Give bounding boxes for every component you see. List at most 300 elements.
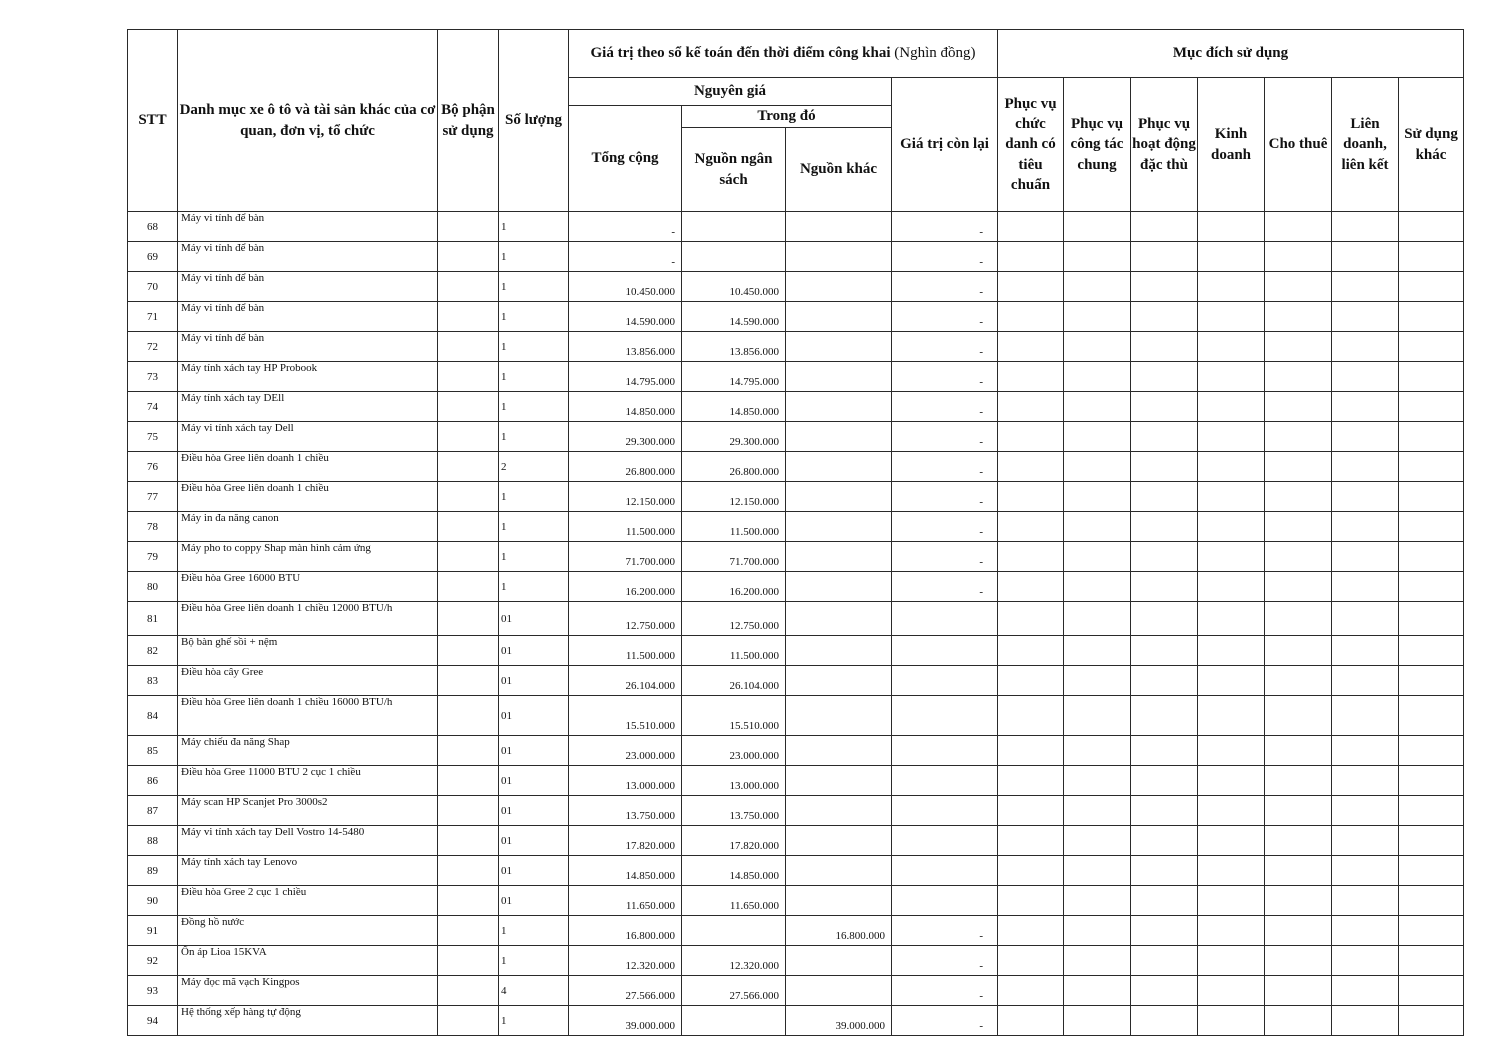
row-purpose-cell bbox=[1399, 736, 1464, 766]
row-purpose-cell bbox=[1265, 796, 1332, 826]
row-purpose-cell bbox=[1332, 796, 1399, 826]
row-purpose-cell bbox=[1265, 542, 1332, 572]
row-purpose-cell bbox=[1198, 916, 1265, 946]
row-other-source bbox=[786, 946, 892, 976]
row-purpose-cell bbox=[1064, 766, 1131, 796]
row-department bbox=[438, 976, 499, 1006]
row-purpose-cell bbox=[1332, 636, 1399, 666]
row-total: 39.000.000 bbox=[569, 1006, 682, 1036]
row-remaining-value: - bbox=[892, 512, 998, 542]
row-budget-source: 14.850.000 bbox=[682, 392, 786, 422]
row-purpose-cell bbox=[1064, 1006, 1131, 1036]
row-remaining-value bbox=[892, 796, 998, 826]
row-purpose-cell bbox=[1198, 212, 1265, 242]
row-budget-source: 11.500.000 bbox=[682, 512, 786, 542]
row-purpose-cell bbox=[1332, 826, 1399, 856]
row-budget-source: 12.750.000 bbox=[682, 602, 786, 636]
table-row bbox=[128, 796, 1464, 826]
header-purpose-special: Phục vụ hoạt động đặc thù bbox=[1131, 78, 1198, 212]
row-remaining-value: - bbox=[892, 332, 998, 362]
row-quantity: 1 bbox=[499, 212, 569, 242]
row-purpose-cell bbox=[1332, 976, 1399, 1006]
row-purpose-cell bbox=[1399, 482, 1464, 512]
table-row bbox=[128, 272, 1464, 302]
row-purpose-cell bbox=[1332, 272, 1399, 302]
row-budget-source: 14.590.000 bbox=[682, 302, 786, 332]
row-purpose-cell bbox=[998, 946, 1064, 976]
row-department bbox=[438, 766, 499, 796]
row-purpose-cell bbox=[1332, 212, 1399, 242]
row-remaining-value bbox=[892, 766, 998, 796]
row-department bbox=[438, 736, 499, 766]
row-purpose-cell bbox=[1064, 452, 1131, 482]
header-total: Tổng cộng bbox=[569, 106, 682, 212]
row-total: 16.800.000 bbox=[569, 916, 682, 946]
row-purpose-cell bbox=[1198, 1006, 1265, 1036]
header-remaining-value: Giá trị còn lại bbox=[892, 78, 998, 212]
row-stt: 82 bbox=[128, 636, 178, 666]
row-purpose-cell bbox=[1131, 946, 1198, 976]
row-quantity: 1 bbox=[499, 1006, 569, 1036]
row-department bbox=[438, 542, 499, 572]
row-purpose-cell bbox=[1064, 422, 1131, 452]
row-purpose-cell bbox=[998, 976, 1064, 1006]
row-remaining-value bbox=[892, 636, 998, 666]
row-purpose-cell bbox=[1265, 856, 1332, 886]
row-purpose-cell bbox=[998, 856, 1064, 886]
row-total: 13.750.000 bbox=[569, 796, 682, 826]
row-purpose-cell bbox=[1198, 602, 1265, 636]
row-purpose-cell bbox=[1399, 666, 1464, 696]
row-remaining-value bbox=[892, 696, 998, 736]
row-stt: 89 bbox=[128, 856, 178, 886]
header-purpose: Mục đích sử dụng bbox=[998, 30, 1464, 78]
row-asset-name: Máy vi tính để bàn bbox=[178, 272, 438, 302]
row-purpose-cell bbox=[1399, 796, 1464, 826]
row-purpose-cell bbox=[998, 636, 1064, 666]
row-purpose-cell bbox=[1131, 636, 1198, 666]
row-purpose-cell bbox=[1131, 272, 1198, 302]
row-purpose-cell bbox=[1399, 976, 1464, 1006]
row-purpose-cell bbox=[1332, 332, 1399, 362]
row-other-source bbox=[786, 766, 892, 796]
row-department bbox=[438, 302, 499, 332]
row-quantity: 01 bbox=[499, 886, 569, 916]
row-asset-name: Máy scan HP Scanjet Pro 3000s2 bbox=[178, 796, 438, 826]
row-total: 29.300.000 bbox=[569, 422, 682, 452]
row-purpose-cell bbox=[1399, 542, 1464, 572]
row-purpose-cell bbox=[1265, 452, 1332, 482]
row-remaining-value: - bbox=[892, 482, 998, 512]
row-department bbox=[438, 422, 499, 452]
header-quantity: Số lượng bbox=[499, 30, 569, 212]
row-total: 14.795.000 bbox=[569, 362, 682, 392]
row-budget-source: 13.000.000 bbox=[682, 766, 786, 796]
row-remaining-value: - bbox=[892, 976, 998, 1006]
table-row bbox=[128, 602, 1464, 636]
row-total: 27.566.000 bbox=[569, 976, 682, 1006]
row-remaining-value bbox=[892, 856, 998, 886]
row-stt: 75 bbox=[128, 422, 178, 452]
row-purpose-cell bbox=[1064, 272, 1131, 302]
row-other-source bbox=[786, 242, 892, 272]
row-purpose-cell bbox=[998, 332, 1064, 362]
row-stt: 86 bbox=[128, 766, 178, 796]
row-purpose-cell bbox=[1131, 482, 1198, 512]
row-quantity: 2 bbox=[499, 452, 569, 482]
row-quantity: 1 bbox=[499, 392, 569, 422]
table-row bbox=[128, 512, 1464, 542]
table-row bbox=[128, 666, 1464, 696]
row-purpose-cell bbox=[1131, 766, 1198, 796]
row-asset-name: Bộ bàn ghế sồi + nệm bbox=[178, 636, 438, 666]
header-book-value-main: Giá trị theo sổ kế toán đến thời điểm công khai bbox=[590, 45, 891, 62]
row-purpose-cell bbox=[1198, 422, 1265, 452]
row-total: 11.500.000 bbox=[569, 512, 682, 542]
row-purpose-cell bbox=[1399, 856, 1464, 886]
row-stt: 92 bbox=[128, 946, 178, 976]
row-asset-name: Máy in đa năng canon bbox=[178, 512, 438, 542]
header-purpose-other: Sử dụng khác bbox=[1399, 78, 1464, 212]
row-purpose-cell bbox=[1198, 766, 1265, 796]
table-row bbox=[128, 542, 1464, 572]
row-purpose-cell bbox=[1265, 482, 1332, 512]
row-purpose-cell bbox=[1064, 212, 1131, 242]
row-purpose-cell bbox=[1399, 766, 1464, 796]
row-quantity: 1 bbox=[499, 242, 569, 272]
row-purpose-cell bbox=[1265, 362, 1332, 392]
row-other-source bbox=[786, 482, 892, 512]
row-purpose-cell bbox=[1064, 332, 1131, 362]
row-purpose-cell bbox=[998, 482, 1064, 512]
row-purpose-cell bbox=[1332, 856, 1399, 886]
row-purpose-cell bbox=[1198, 542, 1265, 572]
row-purpose-cell bbox=[1064, 512, 1131, 542]
row-other-source bbox=[786, 422, 892, 452]
row-purpose-cell bbox=[1198, 976, 1265, 1006]
row-purpose-cell bbox=[998, 886, 1064, 916]
row-purpose-cell bbox=[1064, 242, 1131, 272]
row-purpose-cell bbox=[1399, 1006, 1464, 1036]
row-stt: 73 bbox=[128, 362, 178, 392]
row-purpose-cell bbox=[1064, 602, 1131, 636]
row-purpose-cell bbox=[1131, 886, 1198, 916]
row-purpose-cell bbox=[1131, 422, 1198, 452]
row-purpose-cell bbox=[1399, 602, 1464, 636]
table-row bbox=[128, 976, 1464, 1006]
row-purpose-cell bbox=[1064, 542, 1131, 572]
row-asset-name: Máy tính xách tay DEll bbox=[178, 392, 438, 422]
row-stt: 81 bbox=[128, 602, 178, 636]
row-asset-name: Điều hòa Gree 16000 BTU bbox=[178, 572, 438, 602]
row-purpose-cell bbox=[1131, 736, 1198, 766]
row-purpose-cell bbox=[1399, 512, 1464, 542]
row-purpose-cell bbox=[1064, 696, 1131, 736]
row-stt: 79 bbox=[128, 542, 178, 572]
row-budget-source: 10.450.000 bbox=[682, 272, 786, 302]
row-budget-source bbox=[682, 916, 786, 946]
row-quantity: 01 bbox=[499, 736, 569, 766]
table-header bbox=[128, 30, 1464, 212]
row-purpose-cell bbox=[1131, 242, 1198, 272]
row-purpose-cell bbox=[1332, 666, 1399, 696]
row-purpose-cell bbox=[998, 362, 1064, 392]
row-purpose-cell bbox=[1131, 362, 1198, 392]
row-budget-source: 17.820.000 bbox=[682, 826, 786, 856]
row-asset-name: Điều hòa cây Gree bbox=[178, 666, 438, 696]
row-asset-name: Ổn áp Lioa 15KVA bbox=[178, 946, 438, 976]
row-purpose-cell bbox=[1399, 696, 1464, 736]
row-purpose-cell bbox=[1198, 302, 1265, 332]
row-budget-source: 26.800.000 bbox=[682, 452, 786, 482]
row-other-source bbox=[786, 362, 892, 392]
row-asset-name: Máy vi tính để bàn bbox=[178, 332, 438, 362]
row-purpose-cell bbox=[998, 666, 1064, 696]
row-purpose-cell bbox=[1131, 212, 1198, 242]
row-remaining-value bbox=[892, 826, 998, 856]
row-purpose-cell bbox=[1399, 946, 1464, 976]
row-purpose-cell bbox=[998, 572, 1064, 602]
row-purpose-cell bbox=[1332, 242, 1399, 272]
row-total: 17.820.000 bbox=[569, 826, 682, 856]
row-department bbox=[438, 696, 499, 736]
row-purpose-cell bbox=[1131, 856, 1198, 886]
row-purpose-cell bbox=[1265, 766, 1332, 796]
table-row bbox=[128, 212, 1464, 242]
row-other-source: 39.000.000 bbox=[786, 1006, 892, 1036]
header-stt: STT bbox=[128, 30, 178, 212]
table-row bbox=[128, 736, 1464, 766]
row-purpose-cell bbox=[1265, 392, 1332, 422]
row-purpose-cell bbox=[1332, 422, 1399, 452]
row-purpose-cell bbox=[1399, 826, 1464, 856]
row-budget-source bbox=[682, 212, 786, 242]
row-purpose-cell bbox=[1064, 636, 1131, 666]
row-stt: 94 bbox=[128, 1006, 178, 1036]
row-purpose-cell bbox=[998, 696, 1064, 736]
row-purpose-cell bbox=[998, 242, 1064, 272]
row-purpose-cell bbox=[1064, 826, 1131, 856]
row-purpose-cell bbox=[1131, 572, 1198, 602]
row-purpose-cell bbox=[1265, 572, 1332, 602]
table-row bbox=[128, 1006, 1464, 1036]
table-row bbox=[128, 572, 1464, 602]
row-total: 11.650.000 bbox=[569, 886, 682, 916]
row-total: 12.320.000 bbox=[569, 946, 682, 976]
row-total: 14.850.000 bbox=[569, 856, 682, 886]
row-purpose-cell bbox=[998, 1006, 1064, 1036]
row-purpose-cell bbox=[1399, 452, 1464, 482]
row-budget-source: 26.104.000 bbox=[682, 666, 786, 696]
row-purpose-cell bbox=[998, 826, 1064, 856]
table-row bbox=[128, 302, 1464, 332]
row-remaining-value: - bbox=[892, 392, 998, 422]
row-department bbox=[438, 362, 499, 392]
row-asset-name: Máy vi tính để bàn bbox=[178, 302, 438, 332]
row-other-source bbox=[786, 542, 892, 572]
row-purpose-cell bbox=[1265, 666, 1332, 696]
row-stt: 84 bbox=[128, 696, 178, 736]
table-row bbox=[128, 482, 1464, 512]
row-remaining-value bbox=[892, 736, 998, 766]
row-purpose-cell bbox=[1332, 542, 1399, 572]
row-other-source bbox=[786, 602, 892, 636]
row-stt: 93 bbox=[128, 976, 178, 1006]
row-purpose-cell bbox=[1332, 302, 1399, 332]
row-total: 23.000.000 bbox=[569, 736, 682, 766]
row-remaining-value: - bbox=[892, 212, 998, 242]
row-asset-name: Điều hòa Gree liên doanh 1 chiều 12000 BTU/h bbox=[178, 602, 438, 636]
row-purpose-cell bbox=[1265, 242, 1332, 272]
row-other-source bbox=[786, 392, 892, 422]
row-purpose-cell bbox=[1265, 602, 1332, 636]
row-total: - bbox=[569, 242, 682, 272]
row-other-source bbox=[786, 272, 892, 302]
row-purpose-cell bbox=[1064, 392, 1131, 422]
row-purpose-cell bbox=[1332, 482, 1399, 512]
row-purpose-cell bbox=[1131, 542, 1198, 572]
table-row bbox=[128, 452, 1464, 482]
row-purpose-cell bbox=[1399, 242, 1464, 272]
row-budget-source: 11.650.000 bbox=[682, 886, 786, 916]
row-purpose-cell bbox=[1198, 512, 1265, 542]
row-purpose-cell bbox=[1399, 392, 1464, 422]
row-remaining-value bbox=[892, 602, 998, 636]
row-asset-name: Hệ thống xếp hàng tự động bbox=[178, 1006, 438, 1036]
row-purpose-cell bbox=[1332, 602, 1399, 636]
row-department bbox=[438, 856, 499, 886]
row-budget-source: 16.200.000 bbox=[682, 572, 786, 602]
row-remaining-value: - bbox=[892, 272, 998, 302]
row-purpose-cell bbox=[1131, 512, 1198, 542]
row-remaining-value: - bbox=[892, 946, 998, 976]
row-budget-source: 14.850.000 bbox=[682, 856, 786, 886]
row-budget-source: 23.000.000 bbox=[682, 736, 786, 766]
row-purpose-cell bbox=[998, 272, 1064, 302]
row-purpose-cell bbox=[998, 602, 1064, 636]
header-category: Danh mục xe ô tô và tài sản khác của cơ quan, đơn vị, tổ chức bbox=[178, 30, 438, 212]
row-purpose-cell bbox=[1265, 696, 1332, 736]
table-row bbox=[128, 422, 1464, 452]
row-budget-source: 14.795.000 bbox=[682, 362, 786, 392]
table-row bbox=[128, 636, 1464, 666]
header-purpose-title-holder: Phục vụ chức danh có tiêu chuẩn bbox=[998, 78, 1064, 212]
row-department bbox=[438, 666, 499, 696]
table-row bbox=[128, 826, 1464, 856]
row-department bbox=[438, 242, 499, 272]
row-total: 15.510.000 bbox=[569, 696, 682, 736]
row-other-source bbox=[786, 302, 892, 332]
row-other-source bbox=[786, 856, 892, 886]
row-asset-name: Máy tính xách tay Lenovo bbox=[178, 856, 438, 886]
row-purpose-cell bbox=[1399, 332, 1464, 362]
row-purpose-cell bbox=[1265, 916, 1332, 946]
row-quantity: 1 bbox=[499, 512, 569, 542]
row-purpose-cell bbox=[1332, 886, 1399, 916]
header-purpose-business: Kinh doanh bbox=[1198, 78, 1265, 212]
row-stt: 77 bbox=[128, 482, 178, 512]
row-department bbox=[438, 826, 499, 856]
row-quantity: 01 bbox=[499, 602, 569, 636]
row-department bbox=[438, 1006, 499, 1036]
row-department bbox=[438, 602, 499, 636]
row-purpose-cell bbox=[1198, 272, 1265, 302]
row-stt: 69 bbox=[128, 242, 178, 272]
row-purpose-cell bbox=[1332, 512, 1399, 542]
row-purpose-cell bbox=[1332, 572, 1399, 602]
row-quantity: 4 bbox=[499, 976, 569, 1006]
row-purpose-cell bbox=[1399, 422, 1464, 452]
row-asset-name: Điều hòa Gree liên doanh 1 chiều bbox=[178, 452, 438, 482]
row-other-source bbox=[786, 572, 892, 602]
row-department bbox=[438, 212, 499, 242]
row-purpose-cell bbox=[1265, 272, 1332, 302]
row-other-source bbox=[786, 332, 892, 362]
row-asset-name: Máy đọc mã vạch Kingpos bbox=[178, 976, 438, 1006]
row-purpose-cell bbox=[1131, 666, 1198, 696]
row-purpose-cell bbox=[998, 796, 1064, 826]
row-asset-name: Điều hòa Gree 11000 BTU 2 cục 1 chiều bbox=[178, 766, 438, 796]
row-purpose-cell bbox=[1064, 976, 1131, 1006]
row-purpose-cell bbox=[1198, 826, 1265, 856]
row-purpose-cell bbox=[1198, 572, 1265, 602]
row-remaining-value: - bbox=[892, 242, 998, 272]
row-quantity: 01 bbox=[499, 666, 569, 696]
row-purpose-cell bbox=[1064, 886, 1131, 916]
row-purpose-cell bbox=[1131, 302, 1198, 332]
row-other-source bbox=[786, 696, 892, 736]
row-purpose-cell bbox=[1265, 826, 1332, 856]
row-purpose-cell bbox=[1265, 212, 1332, 242]
row-department bbox=[438, 916, 499, 946]
row-purpose-cell bbox=[1198, 856, 1265, 886]
row-asset-name: Máy tính xách tay HP Probook bbox=[178, 362, 438, 392]
header-department: Bộ phận sử dụng bbox=[438, 30, 499, 212]
row-remaining-value: - bbox=[892, 572, 998, 602]
row-purpose-cell bbox=[1399, 362, 1464, 392]
row-purpose-cell bbox=[998, 916, 1064, 946]
row-remaining-value: - bbox=[892, 542, 998, 572]
row-quantity: 01 bbox=[499, 796, 569, 826]
row-stt: 91 bbox=[128, 916, 178, 946]
row-quantity: 1 bbox=[499, 362, 569, 392]
row-purpose-cell bbox=[1399, 302, 1464, 332]
header-budget-source: Nguồn ngân sách bbox=[682, 128, 786, 212]
row-purpose-cell bbox=[1265, 636, 1332, 666]
row-department bbox=[438, 572, 499, 602]
row-asset-name: Điều hòa Gree liên doanh 1 chiều bbox=[178, 482, 438, 512]
row-budget-source: 13.750.000 bbox=[682, 796, 786, 826]
row-purpose-cell bbox=[1064, 736, 1131, 766]
row-budget-source: 13.856.000 bbox=[682, 332, 786, 362]
row-budget-source: 15.510.000 bbox=[682, 696, 786, 736]
header-other-source: Nguồn khác bbox=[786, 128, 892, 212]
header-original-price: Nguyên giá bbox=[569, 78, 892, 106]
row-purpose-cell bbox=[1265, 886, 1332, 916]
row-stt: 74 bbox=[128, 392, 178, 422]
row-remaining-value: - bbox=[892, 302, 998, 332]
row-budget-source: 27.566.000 bbox=[682, 976, 786, 1006]
row-other-source bbox=[786, 636, 892, 666]
row-purpose-cell bbox=[1131, 796, 1198, 826]
row-total: 71.700.000 bbox=[569, 542, 682, 572]
row-purpose-cell bbox=[1265, 422, 1332, 452]
row-purpose-cell bbox=[1064, 946, 1131, 976]
row-purpose-cell bbox=[1131, 602, 1198, 636]
row-purpose-cell bbox=[1332, 946, 1399, 976]
row-total: 10.450.000 bbox=[569, 272, 682, 302]
row-purpose-cell bbox=[1265, 976, 1332, 1006]
